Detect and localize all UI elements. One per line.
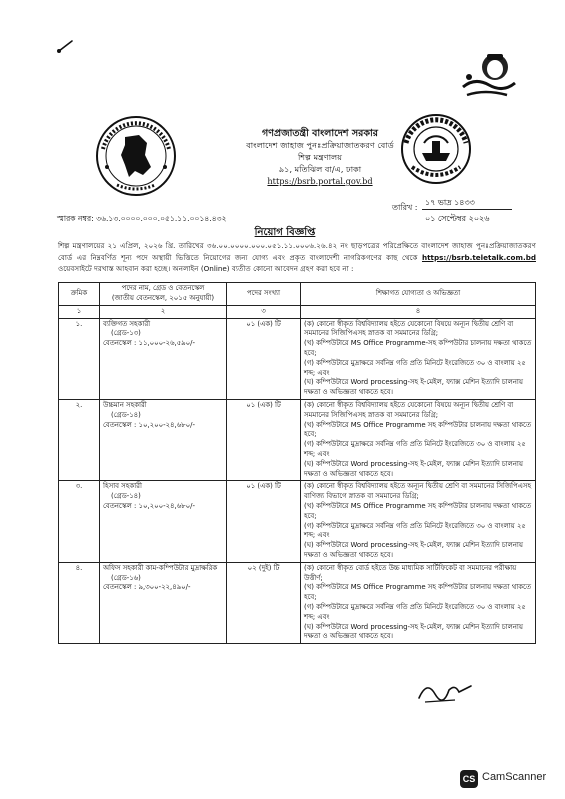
memo-number: স্মারক নম্বর: ৩৬.১৩.০০০০.০০০.০৫১.১১.০০১৪.৪৩২	[57, 214, 227, 223]
camscanner-logo-icon: CS	[460, 770, 478, 788]
table-number-row	[59, 305, 536, 318]
notice-title: নিয়োগ বিজ্ঞপ্তি	[254, 227, 316, 238]
qualification-item: (ঘ) কম্পিউটারে Word processing-সহ ই-মেইল, ফ্যাক্স মেশিন ইত্যাদি চালনায় দক্ষতা ও অভিজ্ঞতা থাকতে হবে।	[304, 541, 523, 559]
post-name: অফিস সহকারী কাম-কম্পিউটার মুদ্রাক্ষরিক	[103, 563, 218, 572]
row-count: ০১ (এক) টি	[227, 399, 301, 480]
qualification-item: (ক) কোনো স্বীকৃত বোর্ড হইতে উচ্চ মাধ্যমিক সার্টিফিকেট বা সমমানের পরীক্ষায় উত্তীর্ণ;	[304, 563, 517, 582]
header-government: গণপ্রজাতন্ত্রী বাংলাদেশ সরকার	[262, 128, 378, 139]
camscanner-brand: CamScanner	[482, 771, 547, 783]
intro-text: শিল্প মন্ত্রণালয়ের ২১ এপ্রিল, ২০২৬ খ্রি. তারিখের ৩৬.০০.০০০০.০০০.০৫১.১১.০০০৬.২৬.৪২ নং ছাড়পত্রের পরিপ্রেক্ষিতে বাংলাদেশ জাহাজ পুনঃপ্রক্রিয়াজাতকরণ বোর্ড এর নিম্নবর্ণিত শূন্য পদে অস্থায়ী ভিত্তিতে নিয়োগের জন্য যোগ্য এবং প্রকৃত বাংলাদেশী নাগরিকগণের কাছ থেকে	[58, 241, 536, 262]
qualification-item: (গ) কম্পিউটারে মুদ্রাক্ষরে সর্বনিম্ন গতি প্রতি মিনিটে ইংরেজিতে ৩০ ও বাংলায় ২৫ শব্দ; এবং	[304, 521, 526, 540]
post-scale: বেতনস্কেল : ১০,২০০-২৪,৬৮০/-	[103, 501, 195, 510]
row-serial: ৪.	[59, 562, 100, 643]
row-post	[100, 318, 227, 399]
table-row	[59, 399, 536, 480]
header-ministry: শিল্প মন্ত্রণালয়	[297, 152, 343, 162]
row-qualification	[301, 399, 536, 480]
intro-tail: ওয়েবসাইটে দরখাস্ত আহবান করা হচ্ছে। অনলাইন (Online) ব্যতীত কোনো আবেদন গ্রহণ করা হবে না :	[58, 264, 354, 273]
table-header-row	[59, 283, 536, 306]
row-count: ০১ (এক) টি	[227, 481, 301, 562]
table-row	[59, 562, 536, 643]
header-board: বাংলাদেশ জাহাজ পুনঃপ্রক্রিয়াজাতকরণ বোর্ড	[246, 140, 394, 150]
post-grade: (গ্রেড-১৪)	[111, 410, 141, 419]
post-grade: (গ্রেড-১৩)	[111, 329, 141, 338]
qualification-item: (খ) কম্পিউটারে MS Office Programme সহ কম্পিউটার চালনায় দক্ষতা থাকতে হবে;	[304, 501, 531, 520]
row-post	[100, 481, 227, 562]
post-name: ব্যক্তিগত সহকারী	[103, 319, 151, 328]
header-post-scale: (জাতীয় বেতনস্কেল, ২০১৫ অনুযায়ী)	[111, 293, 215, 302]
qualification-item: (ঘ) কম্পিউটারে Word processing-সহ ই-মেইল, ফ্যাক্স মেশিন ইত্যাদি চালনায় দক্ষতা ও অভিজ্ঞতা থাকতে হবে।	[304, 622, 523, 641]
mujib-borsho-logo-icon	[455, 47, 523, 103]
row-serial: ১.	[59, 318, 100, 399]
post-name: হিসাব সহকারী	[103, 482, 142, 491]
date-bangla: ১৭ ভাদ্র ১৪৩৩	[425, 198, 475, 207]
table-row	[59, 481, 536, 562]
post-scale: বেতনস্কেল : ১১,০০০-২৬,৫৯০/-	[103, 339, 195, 348]
qualification-item: (ঘ) কম্পিউটারে Word processing-সহ ই-মেইল, ফ্যাক্স মেশিন ইত্যাদি চালনায় দক্ষতা ও অভিজ্ঞতা থাকতে হবে।	[304, 459, 523, 478]
table-row	[59, 318, 536, 399]
pen-mark-icon	[56, 38, 76, 54]
date-divider	[422, 209, 512, 210]
post-grade: (গ্রেড-১৪)	[111, 492, 141, 501]
qualification-item: (খ) কম্পিউটারে MS Office Programme সহ কম্পিউটার চালনায় দক্ষতা থাকতে হবে;	[304, 420, 531, 439]
qualification-item: (ক) কোনো স্বীকৃত বিশ্ববিদ্যালয় হইতে যেকোনো বিষয়ে অন্যূন দ্বিতীয় শ্রেণি বা সমমানের সিজিপিএসহ স্নাতক বা সমমানের ডিগ্রি;	[304, 400, 514, 419]
col-number-3: ৩	[227, 305, 301, 318]
header-serial: ক্রমিক	[59, 283, 100, 306]
row-serial: ৩.	[59, 481, 100, 562]
post-grade: (গ্রেড-১৬)	[111, 573, 141, 582]
row-qualification	[301, 318, 536, 399]
header-count: পদের সংখ্যা	[227, 283, 301, 306]
row-count: ০২ (দুই) টি	[227, 562, 301, 643]
qualification-item: (গ) কম্পিউটারে মুদ্রাক্ষরে সর্বনিম্ন গতি প্রতি মিনিটে ইংরেজিতে ৩০ ও বাংলায় ২৫ শব্দ; এবং	[304, 602, 526, 621]
bangladesh-govt-seal-icon	[95, 115, 177, 197]
apply-website-link[interactable]: https://bsrb.teletalk.com.bd	[421, 252, 536, 262]
row-qualification	[301, 481, 536, 562]
col-number-4: ৪	[301, 305, 536, 318]
qualification-item: (ক) কোনো স্বীকৃত বিশ্ববিদ্যালয় হইতে যেকোনো বিষয়ে অন্যূন দ্বিতীয় শ্রেণি বা সমমানের সিজিপিএসহ স্নাতক বা সমমানের ডিগ্রি;	[304, 319, 514, 338]
header-address: ৯১, মতিঝিল বা/এ, ঢাকা	[278, 164, 362, 174]
qualification-item: (খ) কম্পিউটারে MS Office Programme-সহ কম্পিউটার চালনায় দক্ষতা থাকতে হবে;	[304, 339, 532, 357]
row-serial: ২.	[59, 399, 100, 480]
qualification-item: (গ) কম্পিউটারে মুদ্রাক্ষরে সর্বনিম্ন গতি প্রতি মিনিটে ইংরেজিতে ৩০ ও বাংলায় ২৫ শব্দ; এবং	[304, 358, 526, 377]
col-number-2: ২	[100, 305, 227, 318]
header-post	[100, 283, 227, 306]
post-scale: বেতনস্কেল : ১০,২০০-২৪,৬৮০/-	[103, 420, 195, 429]
date-english: ০১ সেপ্টেম্বর ২০২৬	[425, 214, 490, 223]
qualification-item: (ঘ) কম্পিউটারে Word processing-সহ ই-মেইল, ফ্যাক্স মেশিন ইত্যাদি চালনায় দক্ষতা ও অভিজ্ঞতা থাকতে হবে।	[304, 378, 523, 397]
date-label: তারিখ :	[392, 203, 418, 212]
qualification-item: (খ) কম্পিউটারে MS Office Programme সহ কম্পিউটার চালনায় দক্ষতা থাকতে হবে;	[304, 583, 531, 602]
row-post	[100, 562, 227, 643]
header-qualification: শিক্ষাগত যোগ্যতা ও অভিজ্ঞতা	[301, 283, 536, 306]
row-post	[100, 399, 227, 480]
vacancy-table	[58, 282, 536, 644]
qualification-item: (ক) কোনো স্বীকৃত বিশ্ববিদ্যালয় হইতে অন্যূন দ্বিতীয় শ্রেণি বা সমমানের সিজিপিএসহ বাণিজ্য বিভাগে স্নাতক বা সমমানের ডিগ্রি;	[304, 482, 532, 501]
post-scale: বেতনস্কেল : ৯,৩০০-২২,৪৯০/-	[103, 583, 191, 592]
post-name: উচ্চমান সহকারী	[103, 400, 147, 409]
row-qualification	[301, 562, 536, 643]
header-post-name: পদের নাম, গ্রেড ও বেতনস্কেল	[121, 284, 205, 292]
signature-icon	[415, 676, 475, 706]
qualification-item: (গ) কম্পিউটারে মুদ্রাক্ষরে সর্বনিম্ন গতি প্রতি মিনিটে ইংরেজিতে ৩০ ও বাংলায় ২৫ শব্দ; এবং	[304, 440, 526, 458]
intro-paragraph	[58, 240, 536, 275]
col-number-1: ১	[59, 305, 100, 318]
header-website-link[interactable]: https://bsrb.portal.gov.bd	[267, 176, 373, 186]
row-count: ০১ (এক) টি	[227, 318, 301, 399]
